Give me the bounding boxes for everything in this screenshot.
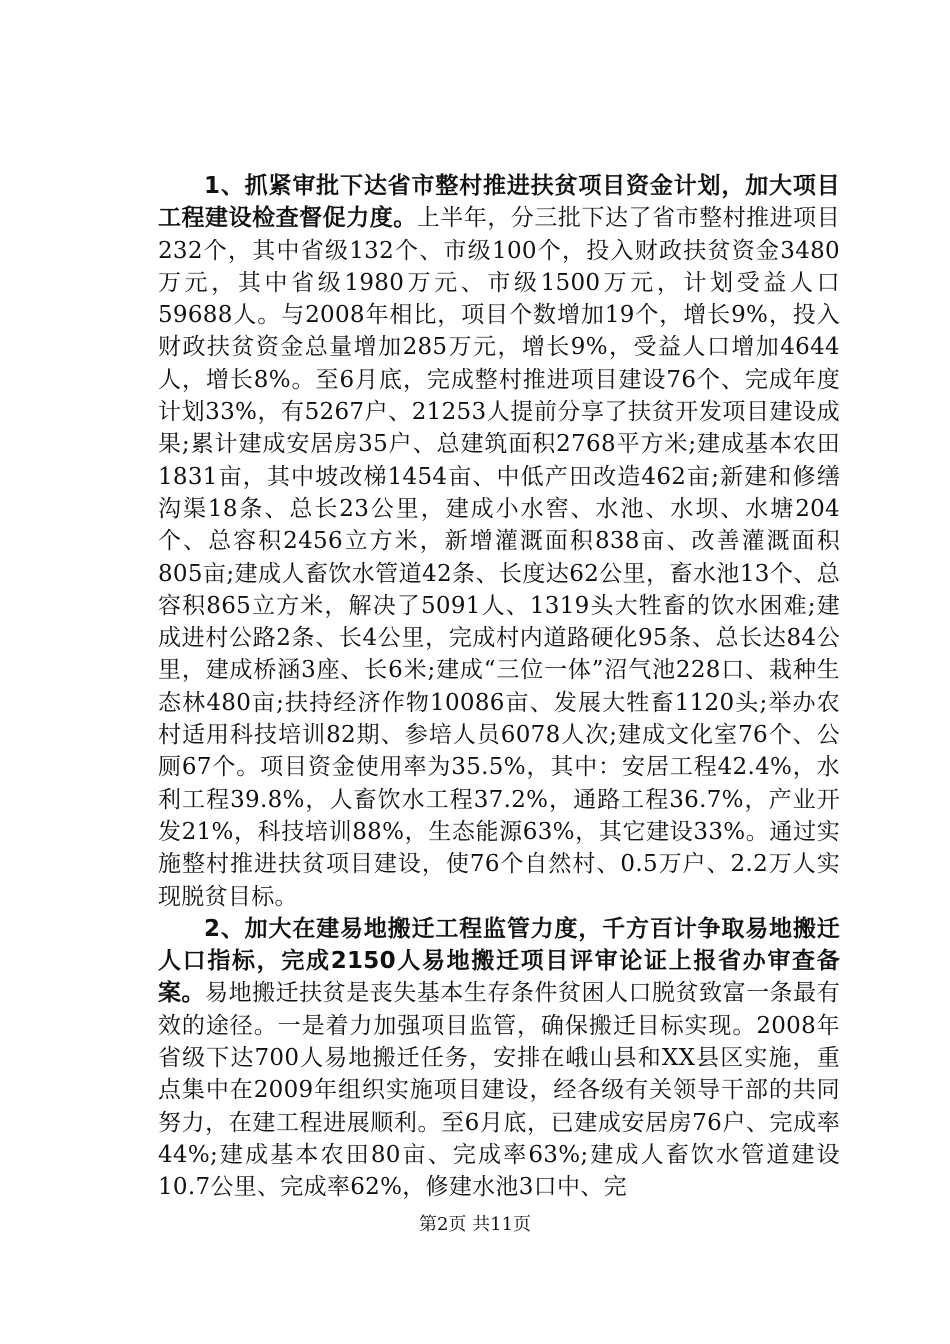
paragraph-1-heading: 1、抓紧审批下达省市整村推进扶贫项目资金计划，加大项目工程建设检查督促力度。 [158, 173, 840, 232]
paragraph-2-heading: 2、加大在建易地搬迁工程监管力度，千方百计争取易地搬迁人口指标，完成2150人易地搬迁项目评审论证上报省办审查备案。 [158, 915, 840, 1007]
page-number-footer: 第2页 共11页 [418, 1214, 532, 1235]
paragraph-1 [158, 170, 840, 913]
paragraph-2 [158, 913, 840, 1204]
paragraph-2-text: 易地搬迁扶贫是丧失基本生存条件贫困人口脱贫致富一条最有效的途径。一是着力加强项目监管，确保搬迁目标实现。2008年省级下达700人易地搬迁任务，安排在峨山县和XX县区实施，重点集中在2009年组织实施项目建设，经各级有关领导干部的共同努力，在建工程进展顺利。至6月底，已建成安居房76户、完成率44%;建成基本农田80亩、完成率63%;建成人畜饮水管道建设10.7公里、完成率62%，修建水池3口中、完 [158, 980, 840, 1201]
document-body [158, 170, 840, 1204]
paragraph-1-text: 上半年，分三批下达了省市整村推进项目232个，其中省级132个、市级100个，投入财政扶贫资金3480万元，其中省级1980万元、市级1500万元，计划受益人口59688人。与2008年相比，项目个数增加19个，增长9%，投入财政扶贫资金总量增加285万元，增长9%，受益人口增加4644人，增长8%。至6月底，完成整村推进项目建设76个、完成年度计划33%，有5267户、21253人提前分享了扶贫开发项目建设成果;累计建成安居房35户、总建筑面积2768平方米;建成基本农田1831亩，其中坡改梯1454亩、中低产田改造462亩;新建和修缮沟渠18条、总长23公里，建成小水窖、水池、水坝、水塘204个、总容积2456立方米，新增灌溉面积838亩、改善灌溉面积805亩;建成人畜饮水管道42条、长度达62公里，畜水池13个、总容积865立方米，解决了5091人、1319头大牲畜的饮水困难;建成进村公路2条、长4公里，完成村内道路硬化95条、总长达84公里，建成桥涵3座、长6米;建成“三位一体”沼气池228口、栽种生态林480亩;扶持经济作物10086亩、发展大牲畜1120头;举办农村适用科技培训82期、参培人员6078人次;建成文化室76个、公厕67个。项目资金使用率为35.5%，其中：安居工程42.4%，水利工程39.8%，人畜饮水工程37.2%，通路工程36.7%，产业开发21%，科技培训88%，生态能源63%，其它建设33%。通过实施整村推进扶贫项目建设，使76个自然村、0.5万户、2.2万人实现脱贫目标。 [158, 205, 840, 910]
